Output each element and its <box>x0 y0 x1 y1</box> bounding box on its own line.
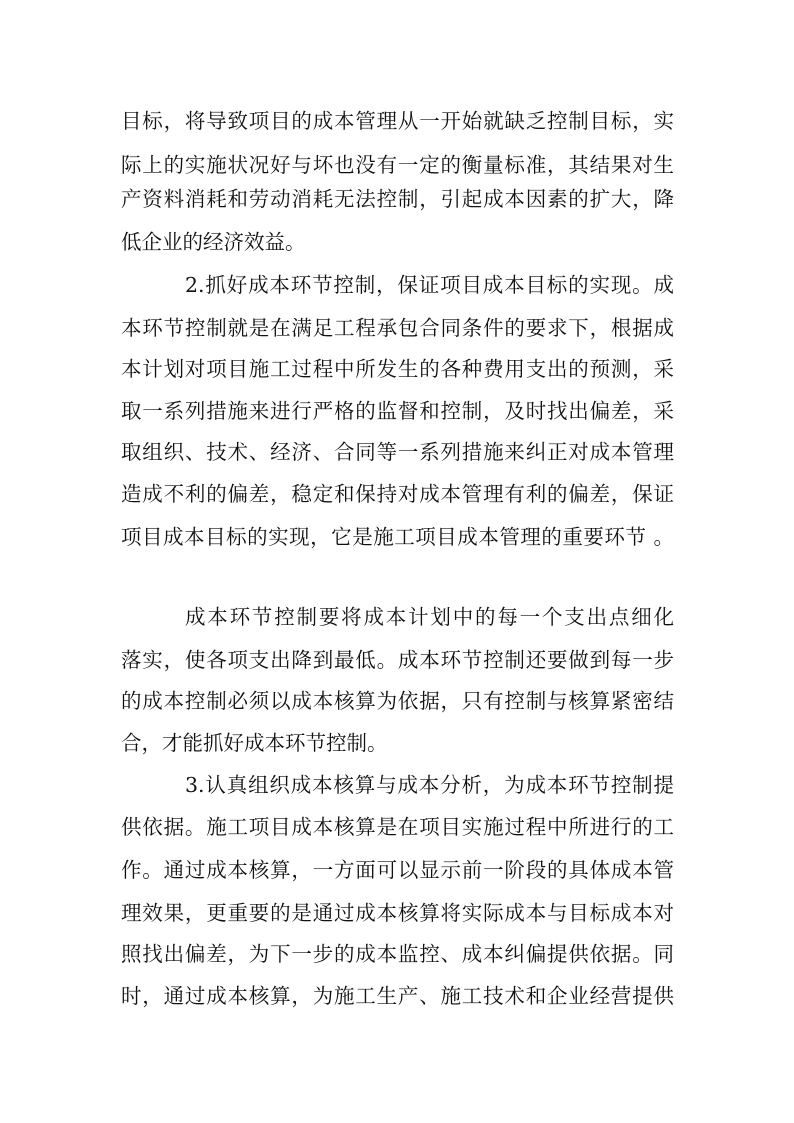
paragraph-1-line-4: 低企业的经济效益。 <box>121 230 306 254</box>
paragraph-2-line-1: 2.抓好成本环节控制，保证项目成本目标的实现。成 <box>185 273 674 297</box>
paragraph-2-line-2: 本环节控制就是在满足工程承包合同条件的要求下，根据成 <box>121 316 674 340</box>
paragraph-3-line-2: 落实，使各项支出降到最低。成本环节控制还要做到每一步 <box>121 648 674 672</box>
paragraph-3-line-4: 合，才能抓好成本环节控制。 <box>121 731 388 755</box>
paragraph-4-line-3: 作。通过成本核算，一方面可以显示前一阶段的具体成本管 <box>121 858 674 882</box>
paragraph-3-line-3: 的成本控制必须以成本核算为依据，只有控制与核算紧密结 <box>121 689 674 713</box>
paragraph-1-line-2: 际上的实施状况好与坏也没有一定的衡量标准，其结果对生 <box>121 153 674 177</box>
paragraph-4-line-6: 时，通过成本核算，为施工生产、施工技术和企业经营提供 <box>121 984 674 1008</box>
paragraph-2-line-7: 项目成本目标的实现，它是施工项目成本管理的重要环节 。 <box>121 525 674 549</box>
paragraph-2-line-3: 本计划对项目施工过程中所发生的各种费用支出的预测，采 <box>121 357 674 381</box>
paragraph-2-line-4: 取一系列措施来进行严格的监督和控制，及时找出偏差，采 <box>121 399 674 423</box>
paragraph-3-line-1: 成本环节控制要将成本计划中的每一个支出点细化 <box>185 605 674 629</box>
paragraph-1-line-3: 产资料消耗和劳动消耗无法控制，引起成本因素的扩大，降 <box>121 187 674 211</box>
paragraph-2-line-5: 取组织、技术、经济、合同等一系列措施来纠正对成本管理 <box>121 440 674 464</box>
paragraph-4-line-2: 供依据。施工项目成本核算是在项目实施过程中所进行的工 <box>121 815 674 839</box>
paragraph-4-line-1: 3.认真组织成本核算与成本分析，为成本环节控制提 <box>185 773 674 797</box>
paragraph-2-line-6: 造成不利的偏差，稳定和保持对成本管理有利的偏差，保证 <box>121 482 674 506</box>
paragraph-4-line-5: 照找出偏差，为下一步的成本监控、成本纠偏提供依据。同 <box>121 942 674 966</box>
paragraph-4-line-4: 理效果，更重要的是通过成本核算将实际成本与目标成本对 <box>121 901 674 925</box>
paragraph-1-line-1: 目标，将导致项目的成本管理从一开始就缺乏控制目标，实 <box>121 109 674 133</box>
